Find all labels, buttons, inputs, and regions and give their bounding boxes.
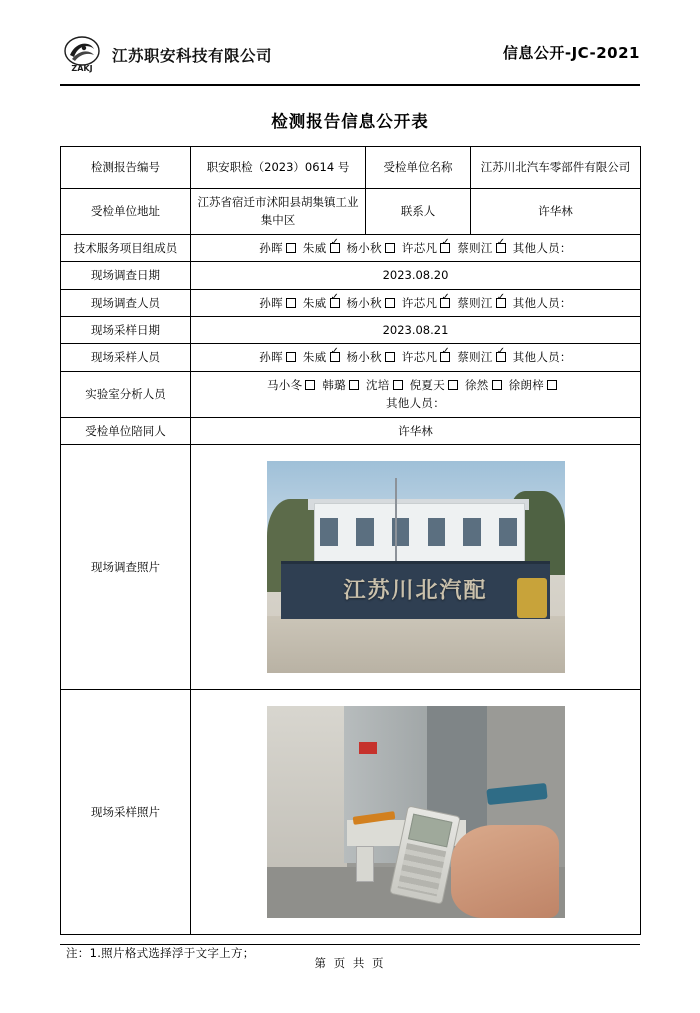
staff-checkbox[interactable] <box>440 243 450 253</box>
lab-staff-name: 沈培 <box>365 377 390 392</box>
staff-checkbox[interactable] <box>496 352 506 362</box>
staff-checkbox[interactable] <box>286 298 296 308</box>
staff-name: 许芯凡 <box>401 350 438 365</box>
staff-checkbox[interactable] <box>385 243 395 253</box>
page-number: 第 页 共 页 <box>314 956 386 970</box>
table-row <box>61 689 641 934</box>
team-members <box>191 234 641 261</box>
lab-staff-name: 马小冬 <box>266 377 303 392</box>
lab-staff-checkbox[interactable] <box>393 380 403 390</box>
document-code: 信息公开-JC-2021 <box>502 44 640 62</box>
staff-checkbox[interactable] <box>330 352 340 362</box>
sampling-date-value: 2023.08.21 <box>191 316 641 343</box>
staff-name: 许芯凡 <box>401 295 438 310</box>
staff-checkbox[interactable] <box>385 352 395 362</box>
client-addr-value: 江苏省宿迁市沭阳县胡集镇工业集中区 <box>191 189 366 235</box>
contact-label: 联系人 <box>366 189 471 235</box>
accompany-label: 受检单位陪同人 <box>61 417 191 444</box>
document-footer <box>60 944 640 971</box>
lab-staff-name: 倪夏天 <box>409 377 445 392</box>
page-title: 检测报告信息公开表 <box>271 112 429 131</box>
survey-photo-wall-text: 江苏川北汽配 <box>343 577 488 604</box>
lab-staff-checkbox[interactable] <box>448 380 458 390</box>
company-name: 江苏职安科技有限公司 <box>112 47 273 65</box>
staff-name: 孙晖 <box>259 240 283 255</box>
footer-divider <box>60 944 640 945</box>
sampling-staff-members <box>191 344 641 371</box>
lab-other-staff: 其他人员： <box>386 396 445 411</box>
staff-checkbox[interactable] <box>286 243 296 253</box>
report-no-label: 检测报告编号 <box>61 147 191 189</box>
staff-checkbox[interactable] <box>330 298 340 308</box>
document-page <box>0 24 700 1013</box>
sampling-staff-label: 现场采样人员 <box>61 344 191 371</box>
staff-name: 朱威 <box>302 350 327 365</box>
survey-date-value: 2023.08.20 <box>191 262 641 289</box>
table-row <box>61 234 641 261</box>
table-row <box>61 262 641 289</box>
team-label: 技术服务项目组成员 <box>61 234 191 261</box>
staff-name: 蔡则江 <box>457 295 493 310</box>
sampling-photo-image <box>267 706 565 918</box>
lab-staff-name: 徐然 <box>465 377 489 392</box>
staff-name: 许芯凡 <box>401 240 438 255</box>
table-row <box>61 147 641 189</box>
client-name-value: 江苏川北汽车零部件有限公司 <box>471 147 641 189</box>
lab-staff-checkbox[interactable] <box>349 380 359 390</box>
header-divider <box>60 84 640 86</box>
table-notes: 注：1.照片格式选择浮于文字上方； <box>66 945 255 960</box>
survey-photo-image <box>267 461 565 673</box>
lab-staff-checkbox[interactable] <box>492 380 502 390</box>
staff-name: 孙晖 <box>259 295 283 310</box>
survey-date-label: 现场调查日期 <box>61 262 191 289</box>
survey-photo-label: 现场调查照片 <box>61 444 191 689</box>
sampling-photo-cell <box>191 689 641 934</box>
client-name-label: 受检单位名称 <box>366 147 471 189</box>
report-no-value: 职安职检（2023）0614 号 <box>191 147 366 189</box>
table-row <box>61 417 641 444</box>
company-logo <box>60 35 272 75</box>
sampling-photo-label: 现场采样照片 <box>61 689 191 934</box>
staff-checkbox[interactable] <box>496 298 506 308</box>
lab-staff-label: 实验室分析人员 <box>61 371 191 417</box>
table-row <box>61 289 641 316</box>
lab-staff-members <box>191 371 641 417</box>
staff-name: 朱威 <box>302 295 327 310</box>
svg-text:ZAKJ: ZAKJ <box>71 64 93 73</box>
survey-staff-label: 现场调查人员 <box>61 289 191 316</box>
lab-staff-name: 韩璐 <box>322 377 346 392</box>
staff-name: 蔡则江 <box>457 350 493 365</box>
staff-name: 朱威 <box>302 240 327 255</box>
staff-name: 杨小秋 <box>346 240 382 255</box>
staff-checkbox[interactable] <box>440 352 450 362</box>
staff-name: 孙晖 <box>259 350 283 365</box>
other-staff-label: 其他人员： <box>512 295 572 310</box>
lab-staff-checkbox[interactable] <box>305 380 315 390</box>
staff-checkbox[interactable] <box>286 352 296 362</box>
staff-name: 杨小秋 <box>346 295 382 310</box>
lab-staff-checkbox[interactable] <box>547 380 557 390</box>
logo-icon <box>60 35 104 75</box>
document-header <box>60 24 640 86</box>
other-staff-label: 其他人员： <box>512 240 572 255</box>
staff-name: 蔡则江 <box>457 240 493 255</box>
other-staff-label: 其他人员： <box>512 350 572 365</box>
lab-staff-line-1 <box>195 376 636 394</box>
staff-checkbox[interactable] <box>330 243 340 253</box>
staff-name: 杨小秋 <box>346 350 382 365</box>
table-row <box>61 444 641 689</box>
lab-staff-name: 徐朗梓 <box>508 377 545 392</box>
contact-value: 许华林 <box>471 189 641 235</box>
survey-photo-cell <box>191 444 641 689</box>
client-addr-label: 受检单位地址 <box>61 189 191 235</box>
sampling-date-label: 现场采样日期 <box>61 316 191 343</box>
table-row <box>61 371 641 417</box>
staff-checkbox[interactable] <box>496 243 506 253</box>
survey-staff-members <box>191 289 641 316</box>
table-row <box>61 316 641 343</box>
staff-checkbox[interactable] <box>440 298 450 308</box>
accompany-value: 许华林 <box>191 417 641 444</box>
table-row <box>61 189 641 235</box>
report-info-table <box>60 146 641 935</box>
table-row <box>61 344 641 371</box>
staff-checkbox[interactable] <box>385 298 395 308</box>
